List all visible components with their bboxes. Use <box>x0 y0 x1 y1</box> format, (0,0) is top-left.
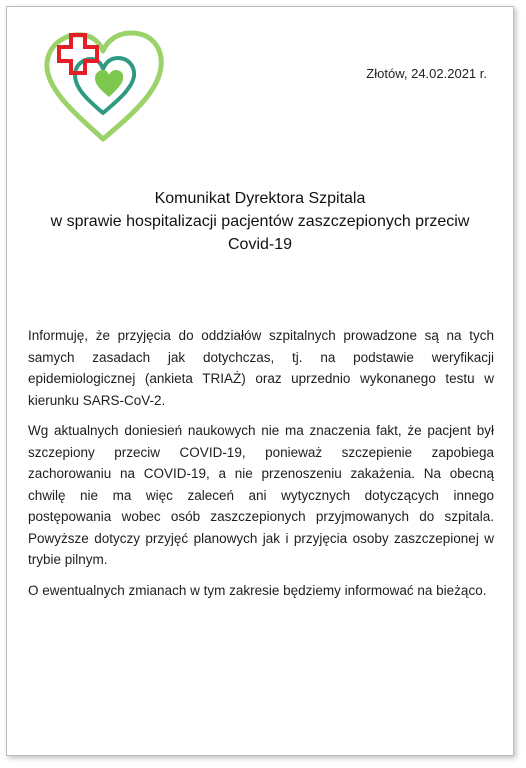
title-line: Komunikat Dyrektora Szpitala <box>154 190 366 207</box>
body-paragraph: O ewentualnych zmianach w tym zakresie będziemy informować na bieżąco. <box>28 582 487 598</box>
document-title <box>27 187 493 256</box>
document-date: Złotów, 24.02.2021 r. <box>366 66 487 81</box>
body-paragraph: Informuję, że przyjęcia do oddziałów szpitalnych prowadzone są na tych samych zasadach jak dotychczas, tj. na podstawie weryfikacji epidemiologicznej (ankieta TRIAŻ) oraz uprzednio wykonanego testu w kierunku SARS-CoV-2. <box>28 328 494 408</box>
title-line: Covid-19 <box>227 236 293 253</box>
body-paragraph: Wg aktualnych doniesień naukowych nie ma znaczenia fakt, że pacjent był szczepiony przeciw COVID-19, ponieważ szczepienie zapobiega zachorowaniu na COVID-19, a nie przenoszeniu zakażenia. Na obecną chwilę nie ma więc zaleceń ani wytycznych dotyczących innego postępowania wobec osób zaszczepionych przyjmowanych do szpitala. Powyższe dotyczy przyjęć planowych jak i przyjęcia osoby zaszczepionej w trybie pilnym. <box>28 423 494 567</box>
hospital-logo-icon <box>37 27 169 145</box>
document-page <box>6 6 514 756</box>
document-body <box>28 325 494 610</box>
title-line: w sprawie hospitalizacji pacjentów zaszczepionych przeciw <box>50 213 470 230</box>
